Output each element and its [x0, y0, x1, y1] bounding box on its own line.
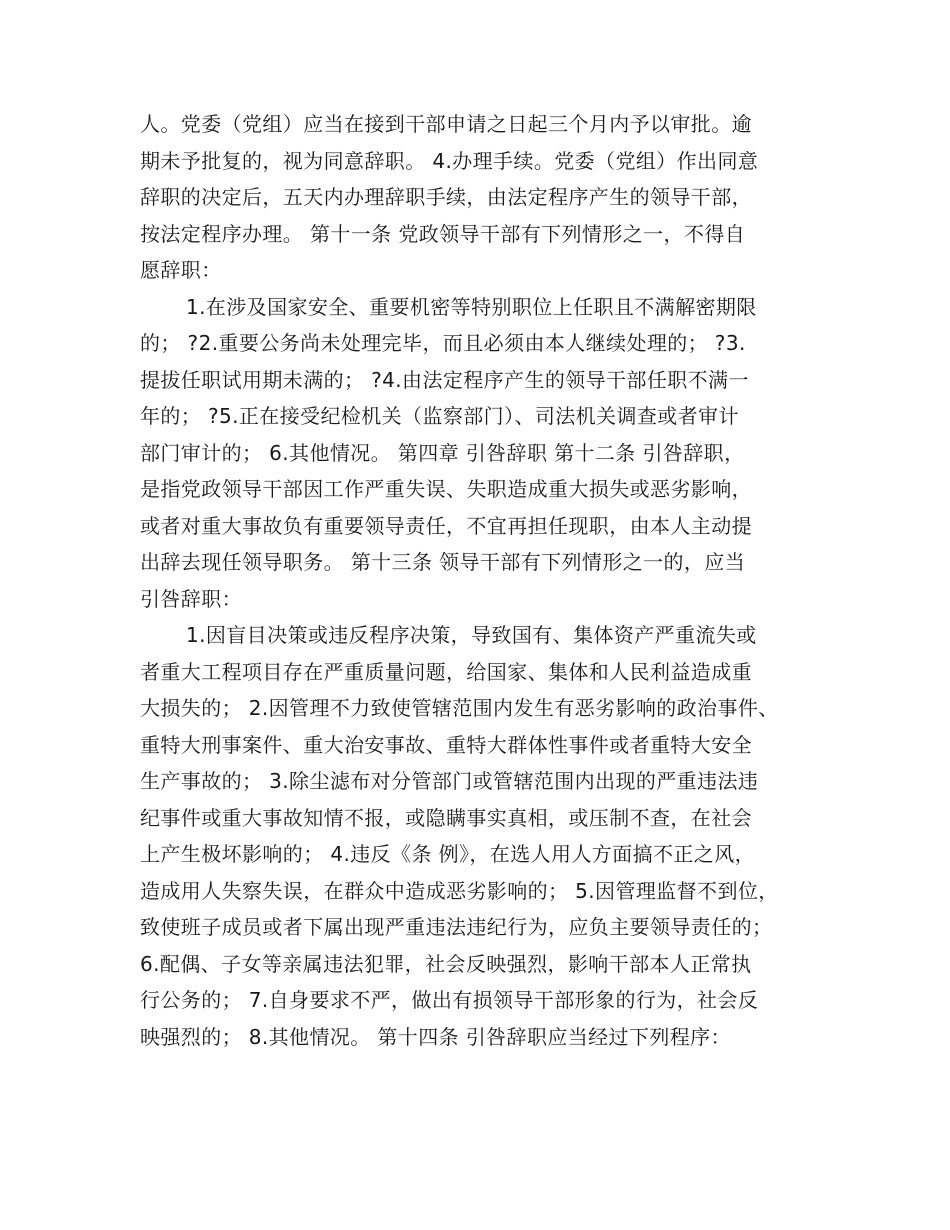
document-body: [140, 106, 820, 1055]
text-line: 行公务的； 7.自身要求不严，做出有损领导干部形象的行为，社会反: [140, 988, 759, 1012]
text-line: 者重大工程项目存在严重质量问题，给国家、集体和人民利益造成重: [140, 659, 752, 684]
text-line: 提拔任职试用期未满的； ?4.由法定程序产生的领导干部任职不满一: [140, 367, 749, 392]
text-line: 出辞去现任领导职务。 第十三条 领导干部有下列情形之一的，应当: [140, 550, 746, 574]
text-line: 1.因盲目决策或违反程序决策，导致国有、集体资产严重流失或: [186, 623, 757, 647]
text-line: 1.在涉及国家安全、重要机密等特别职位上任职且不满解密期限: [186, 294, 757, 319]
text-line: 是指党政领导干部因工作严重失误、失职造成重大损失或恶劣影响，: [140, 477, 752, 501]
text-line: 大损失的； 2.因管理不力致使管辖范围内发生有恶劣影响的政治事件、: [140, 696, 779, 720]
text-line: 愿辞职：: [140, 258, 222, 282]
text-line: 引咎辞职：: [140, 586, 242, 611]
text-line: 重特大刑事案件、重大治安事故、重特大群体性事件或者重特大安全: [140, 732, 752, 757]
text-line: 或者对重大事故负有重要领导责任，不宜再担任现职，由本人主动提: [140, 513, 752, 538]
text-line: 6.配偶、子女等亲属违法犯罪，社会反映强烈，影响干部本人正常执: [140, 951, 752, 976]
text-line: 生产事故的； 3.除尘滤布对分管部门或管辖范围内出现的严重违法违: [140, 769, 759, 793]
text-line: 年的； ?5.正在接受纪检机关（监察部门）、司法机关调查或者审计: [140, 404, 739, 428]
text-line: 期未予批复的，视为同意辞职。 4.办理手续。党委（党组）作出同意: [140, 148, 759, 173]
text-line: 人。党委（党组）应当在接到干部申请之日起三个月内予以审批。逾: [140, 112, 752, 136]
text-line: 造成用人失察失误，在群众中造成恶劣影响的； 5.因管理监督不到位，: [140, 878, 779, 903]
text-line: 的； ?2.重要公务尚未处理完毕，而且必须由本人继续处理的； ?3.: [140, 331, 746, 355]
text-line: 部门审计的； 6.其他情况。 第四章 引咎辞职 第十二条 引咎辞职，: [140, 440, 745, 465]
text-line: 上产生极坏影响的； 4.违反《条 例》，在选人用人方面搞不正之风，: [140, 842, 755, 866]
text-line: 辞职的决定后，五天内办理辞职手续，由法定程序产生的领导干部，: [140, 185, 752, 209]
text-line: 映强烈的； 8.其他情况。 第十四条 引咎辞职应当经过下列程序：: [140, 1024, 731, 1049]
text-line: 按法定程序办理。 第十一条 党政领导干部有下列情形之一，不得自: [140, 221, 746, 246]
text-line: 致使班子成员或者下属出现严重违法违纪行为，应负主要领导责任的；: [140, 915, 773, 939]
text-line: 纪事件或重大事故知情不报，或隐瞒事实真相，或压制不查，在社会: [140, 805, 752, 830]
